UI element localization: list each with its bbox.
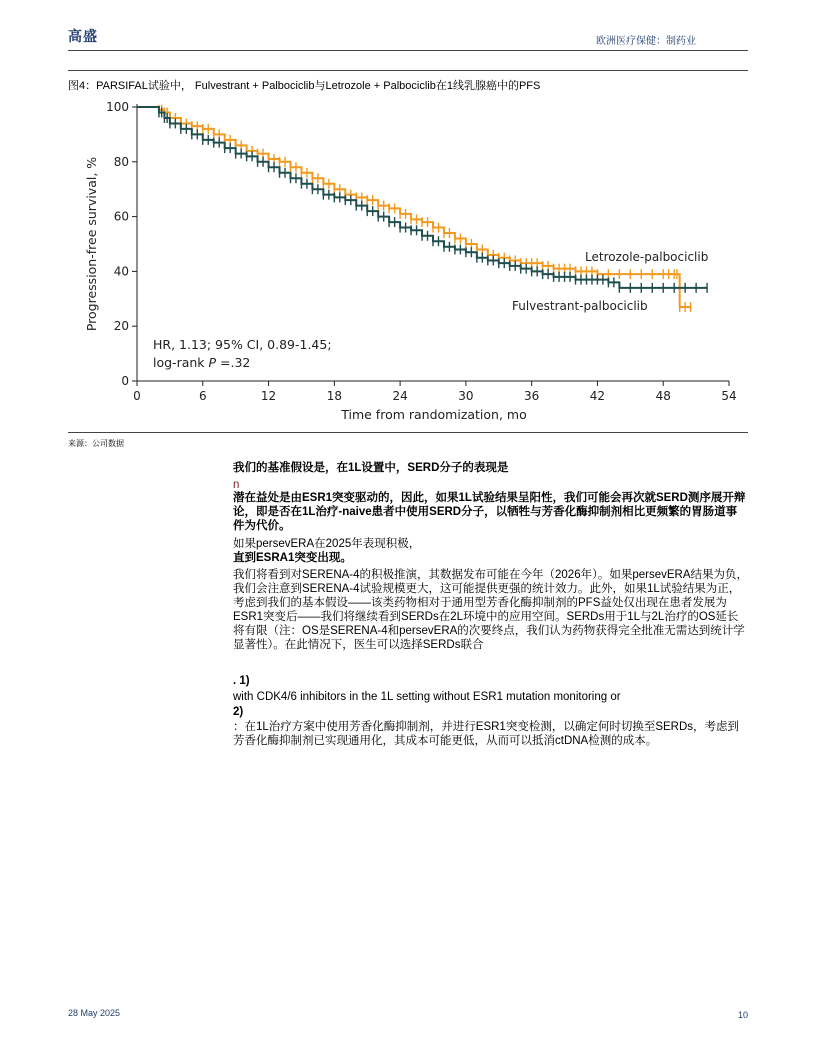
x-tick-label: 42 (589, 389, 606, 403)
x-tick-label: 54 (721, 389, 737, 403)
figure-title: 图4：PARSIFAL试验中， Fulvestrant + Palbociclib与Letrozole + Palbociclib在1线乳腺癌中的PFS (68, 80, 541, 92)
bold-paragraph: 潜在益处是由ESR1突变驱动的，因此，如果1L试验结果呈阳性，我们可能会再次就SERD测序展开辩论，即是否在1L治疗-naive患者中使用SERD分子，以牺牲与芳香化酶抑制剂相比更频繁的胃肠道事件为代价。 (233, 492, 746, 532)
figure-bottom-rule (68, 432, 748, 433)
header-rule (68, 50, 748, 51)
x-tick-label: 24 (392, 389, 408, 403)
x-tick-label: 0 (133, 389, 141, 403)
body-heading: 我们的基准假设是，在1L设置中，SERD分子的表现是 (233, 462, 509, 474)
x-tick-label: 6 (198, 389, 207, 403)
chart-series (137, 105, 707, 312)
page-number: 10 (737, 1010, 748, 1020)
y-tick-label: 20 (113, 319, 129, 334)
x-tick-label: 18 (326, 389, 342, 403)
list-item-1-label: . 1) (233, 675, 250, 687)
figure-source: 来源：公司数据 (68, 439, 124, 448)
list-item-2-label: 2) (233, 706, 244, 718)
y-axis-label: Progression-free survival, % (84, 156, 99, 332)
paragraph-1-bold: 直到ESRA1突变出现。 (233, 552, 352, 564)
brand-logo: 高盛 (68, 28, 98, 44)
report-section: 欧洲医疗保健：制药业 (596, 36, 696, 47)
legend-letrozole: Letrozole-palbociclib (585, 250, 709, 264)
legend-fulvestrant: Fulvestrant-palbociclib (512, 299, 648, 313)
y-tick-label: 80 (113, 154, 129, 169)
hr-annotation: HR, 1.13; 95% CI, 0.89-1.45; (153, 337, 332, 352)
x-tick-label: 12 (260, 389, 277, 403)
letrozole-curve (137, 107, 691, 307)
list-item-2-text: ：在1L治疗方案中使用芳香化酶抑制剂，并进行ESR1突变检测，以确定何时切换至SERDs，考虑到芳香化酶抑制剂已实现通用化，其成本可能更低，从而可以抵消ctDNA检测的成本。 (233, 721, 740, 747)
y-tick-label: 40 (113, 264, 129, 279)
x-tick-label: 48 (655, 389, 671, 403)
y-tick-label: 60 (113, 209, 129, 224)
paragraph-1: 如果persevERA在2025年表现积极， (233, 538, 421, 550)
n-mark: n (233, 479, 240, 491)
logrank-annotation: log-rank P =.32 (153, 355, 251, 370)
x-axis-label: Time from randomization, mo (341, 407, 527, 422)
paragraph-2: 我们将看到对SERENA-4的积极推演，其数据发布可能在今年（2026年）。如果persevERA结果为负，我们会注意到SERENA-4试验规模更大，这可能提供更强的统计效力。此外，如果1L试验结果为正，考虑到我们的基本假设——该类药物相对于通用型芳香化酶抑制剂的PFS益处仅出现在患者发展为ESR1突变后——我们将继续看到SERDs在2L环境中的应用空间。SERDs用于1L与2L治疗的OS延长将有限（注：OS是SERENA-4和persevERA的次要终点，我们认为药物获得完全批准无需达到统计学显著性）。在此情况下，医生可以选择SERDs联合 (233, 569, 749, 651)
x-tick-label: 36 (524, 389, 540, 403)
list-item-1-text: with CDK4/6 inhibitors in the 1L setting without ESR1 mutation monitoring or (233, 691, 621, 703)
figure-top-rule (68, 70, 748, 71)
y-tick-label: 100 (106, 100, 129, 114)
y-tick-label: 0 (121, 374, 129, 388)
pfs-chart (68, 92, 748, 427)
x-tick-label: 30 (458, 389, 474, 403)
footer-date: 28 May 2025 (68, 1008, 121, 1018)
